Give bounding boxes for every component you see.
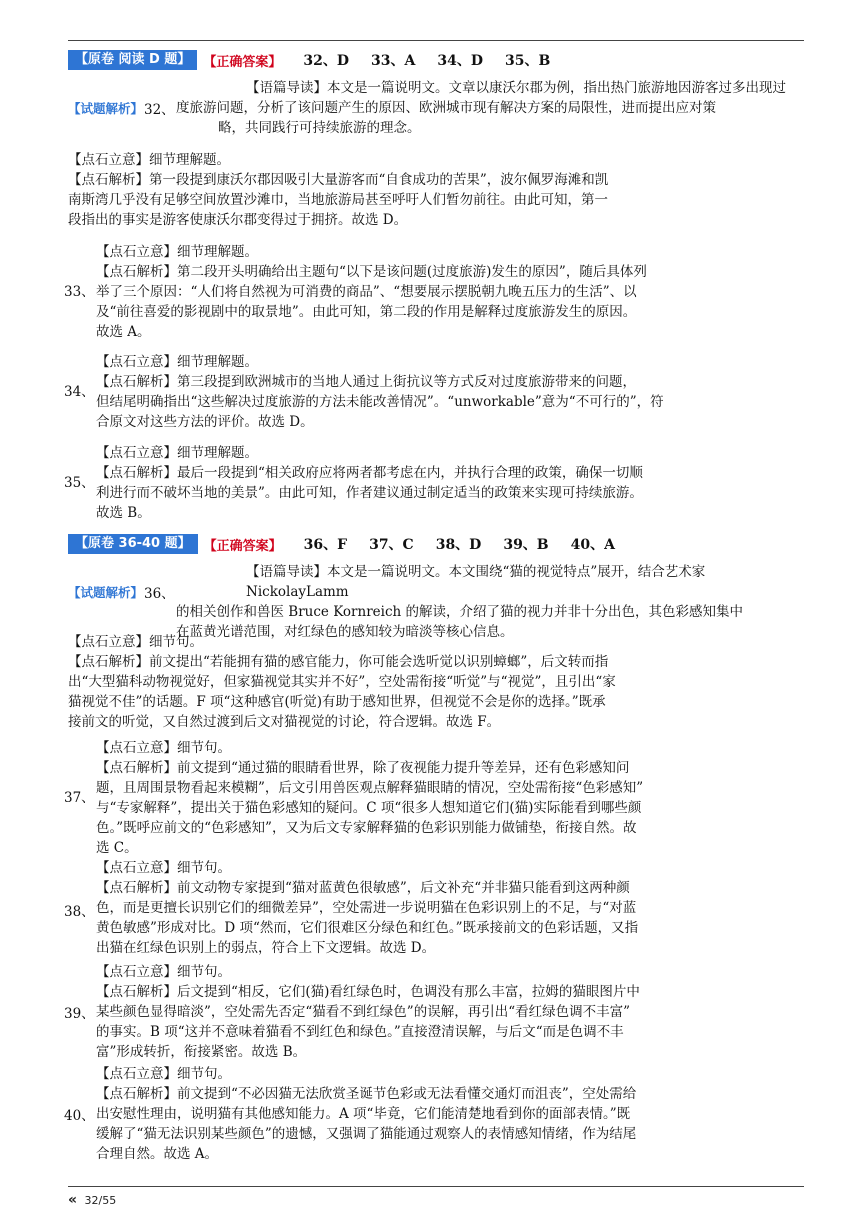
q33-analysis — [64, 242, 724, 342]
q40-line-3: 出安慰性理由，说明猫有其他感知能力。A 项“毕竟，它们能清楚地看到你的面部表情。”既 — [96, 1106, 631, 1122]
section2-guide — [68, 562, 788, 640]
q38-line-5: 出猫在红绿色识别上的弱点，符合上下文逻辑。故选 D。 — [96, 940, 436, 956]
bottom-divider — [68, 1186, 804, 1187]
answer-38: 38、D — [435, 537, 482, 553]
q36-line-2: 【点石解析】前文提出“若能拥有猫的感官能力，你可能会选听觉以识别蟑螂”，后文转而指 — [68, 654, 609, 670]
page-footer — [68, 1192, 116, 1208]
q36-line-3: 出“大型猫科动物视觉好，但家猫视觉其实并不好”，空处需衔接“听觉”与“视觉”，且引出“家 — [68, 674, 616, 690]
q35-line-2: 【点石解析】最后一段提到“相关政府应将两者都考虑在内，并执行合理的政策，确保一切顺 — [96, 465, 643, 481]
q38-num: 38、 — [64, 904, 95, 920]
q39-line-3: 某些颜色显得暗淡”，空处需先否定“猫看不到红绿色”的误解，再引出“看红绿色调不丰富” — [96, 1004, 631, 1020]
q33-num: 33、 — [64, 284, 95, 300]
q40-analysis — [64, 1064, 744, 1164]
q38-line-1: 【点石立意】细节句。 — [96, 860, 231, 876]
section1-guide-text — [176, 78, 788, 138]
q39-analysis — [64, 962, 744, 1062]
q38-line-4: 黄色敏感”形成对比。D 项“然而，它们很难区分绿色和红色。”既承接前文的色彩话题，又指 — [96, 920, 639, 936]
answer-33: 33、A — [371, 53, 416, 69]
q32-line-3: 南斯湾几乎没有足够空间放置沙滩巾，当地旅游局甚至呼吁人们暂勿前往。由此可知，第一 — [68, 192, 608, 208]
section1-header — [68, 50, 550, 70]
q37-line-3: 题，且周围景物看起来模糊”，后文引用兽医观点解释猫眼睛的情况，空处需衔接“色彩感知” — [96, 780, 644, 796]
answer-36: 36、F — [303, 537, 348, 553]
q33-line-4: 及“前往喜爱的影视剧中的取景地”。由此可知，第二段的作用是解释过度旅游发生的原因。 — [96, 304, 637, 320]
q36-analysis — [68, 632, 708, 732]
section2-guide-text — [176, 562, 788, 642]
answer-40: 40、A — [570, 537, 616, 553]
q36-line-4: 猫视觉不佳”的话题。F 项“这种感官(听觉)有助于感知世界，但视觉不会是你的选择。”既承 — [68, 694, 606, 710]
q35-analysis — [64, 443, 724, 523]
q34-line-3: 但结尾明确指出“这些解决过度旅游的方法未能改善情况”。“unworkable”意为“不可行的”，符 — [96, 394, 664, 410]
q38-analysis — [64, 858, 744, 958]
q32-analysis — [68, 150, 688, 230]
q39-line-2: 【点石解析】后文提到“相反，它们(猫)看红绿色时，色调没有那么丰富，拉姆的猫眼图片中 — [96, 984, 640, 1000]
q34-analysis — [64, 352, 724, 432]
q40-line-2: 【点石解析】前文提到“不必因猫无法欣赏圣诞节色彩或无法看懂交通灯而沮丧”，空处需给 — [96, 1086, 637, 1102]
section2-answer-label: 【正确答案】 — [203, 538, 282, 554]
q33-line-1: 【点石立意】细节理解题。 — [96, 244, 258, 260]
q37-line-5: 色。”既呼应前文的“色彩感知”，又为后文专家解释猫的色彩识别能力做铺垫，衔接自然。故 — [96, 820, 637, 836]
page-number: 32/55 — [84, 1194, 117, 1207]
section1-guide-num: 32、 — [144, 102, 175, 118]
section2-guide-label: 【试题解析】 — [68, 585, 144, 600]
q40-line-4: 缓解了“猫无法识别某些颜色”的遗憾，又强调了猫能通过观察人的表情感知情绪，作为结尾 — [96, 1126, 637, 1142]
answer-37: 37、C — [369, 537, 414, 553]
guide2-line-3: 在蓝黄光谱范围，对红绿色的感知较为暗淡等核心信息。 — [176, 624, 514, 640]
q37-line-4: 与“专家解释”，提出关于猫色彩感知的疑问。C 项“很多人想知道它们(猫)实际能看到哪些颜 — [96, 800, 642, 816]
guide2-line-1: 【语篇导读】本文是一篇说明文。本文围绕“猫的视觉特点”展开，结合艺术家 NickolayLamm — [246, 564, 706, 600]
q37-analysis — [64, 738, 744, 858]
answer-34: 34、D — [437, 53, 483, 69]
q34-line-2: 【点石解析】第三段提到欧洲城市的当地人通过上街抗议等方式反对过度旅游带来的问题， — [96, 374, 636, 390]
q33-line-5: 故选 A。 — [96, 324, 151, 340]
section1-answer-label: 【正确答案】 — [203, 54, 282, 70]
q40-line-1: 【点石立意】细节句。 — [96, 1066, 231, 1082]
guide2-line-2: 的相关创作和兽医 Bruce Kornreich 的解读，介绍了猫的视力并非十分出色，其色彩感知集中 — [176, 604, 744, 620]
chevron-left-icon[interactable]: « — [68, 1192, 78, 1208]
q37-line-1: 【点石立意】细节句。 — [96, 740, 231, 756]
q39-line-5: 富”形成转折，衔接紧密。故选 B。 — [96, 1044, 307, 1060]
q37-line-6: 选 C。 — [96, 840, 138, 856]
q34-line-4: 合原文对这些方法的评价。故选 D。 — [96, 414, 314, 430]
q35-num: 35、 — [64, 475, 95, 491]
section2-guide-num: 36、 — [144, 586, 175, 602]
section1-tag: 【原卷 阅读 D 题】 — [68, 50, 197, 70]
q36-line-1: 【点石立意】细节句。 — [68, 634, 203, 650]
q39-num: 39、 — [64, 1006, 95, 1022]
q39-line-4: 的事实。B 项“这并不意味着猫看不到红色和绿色。”直接澄清误解，与后文“而是色调不丰 — [96, 1024, 624, 1040]
section2-header — [68, 534, 615, 554]
q37-line-2: 【点石解析】前文提到“通过猫的眼睛看世界，除了夜视能力提升等差异，还有色彩感知问 — [96, 760, 630, 776]
q34-line-1: 【点石立意】细节理解题。 — [96, 354, 258, 370]
q32-line-2: 【点石解析】第一段提到康沃尔郡因吸引大量游客而“自食成功的苦果”，波尔佩罗海滩和凯 — [68, 172, 609, 188]
q32-line-1: 【点石立意】细节理解题。 — [68, 152, 230, 168]
top-divider — [68, 40, 804, 41]
section2-tag: 【原卷 36-40 题】 — [68, 534, 198, 554]
q35-line-4: 故选 B。 — [96, 505, 151, 521]
answer-35: 35、B — [505, 53, 551, 69]
q32-line-4: 段指出的事实是游客使康沃尔郡变得过于拥挤。故选 D。 — [68, 212, 408, 228]
q33-line-3: 举了三个原因：“人们将自然视为可消费的商品”、“想要展示摆脱朝九晚五压力的生活”、以 — [96, 284, 637, 300]
section1-guide-label: 【试题解析】 — [68, 101, 144, 116]
q38-line-3: 色，而是更擅长识别它们的细微差异”，空处需进一步说明猫在色彩识别上的不足，与“对蓝 — [96, 900, 637, 916]
q39-line-1: 【点石立意】细节句。 — [96, 964, 231, 980]
q33-line-2: 【点石解析】第二段开头明确给出主题句“以下是该问题(过度旅游)发生的原因”，随后具体列 — [96, 264, 647, 280]
q35-line-1: 【点石立意】细节理解题。 — [96, 445, 258, 461]
q35-line-3: 利进行而不破坏当地的美景”。由此可知，作者建议通过制定适当的政策来实现可持续旅游。 — [96, 485, 643, 501]
guide1-line-2: 度旅游问题，分析了该问题产生的原因、欧洲城市现有解决方案的局限性，进而提出应对策 — [176, 100, 716, 116]
q34-num: 34、 — [64, 384, 95, 400]
section1-guide — [68, 78, 788, 140]
q38-line-2: 【点石解析】前文动物专家提到“猫对蓝黄色很敏感”，后文补充“并非猫只能看到这两种颜 — [96, 880, 630, 896]
q36-line-5: 接前文的听觉，又自然过渡到后文对猫视觉的讨论，符合逻辑。故选 F。 — [68, 714, 501, 730]
q40-num: 40、 — [64, 1108, 95, 1124]
q40-line-5: 合理自然。故选 A。 — [96, 1146, 219, 1162]
answer-39: 39、B — [503, 537, 549, 553]
guide1-line-3: 略，共同践行可持续旅游的理念。 — [218, 120, 421, 136]
guide1-line-1: 【语篇导读】本文是一篇说明文。文章以康沃尔郡为例，指出热门旅游地因游客过多出现过 — [246, 80, 786, 96]
q37-num: 37、 — [64, 790, 95, 806]
answer-32: 32、D — [303, 53, 350, 69]
